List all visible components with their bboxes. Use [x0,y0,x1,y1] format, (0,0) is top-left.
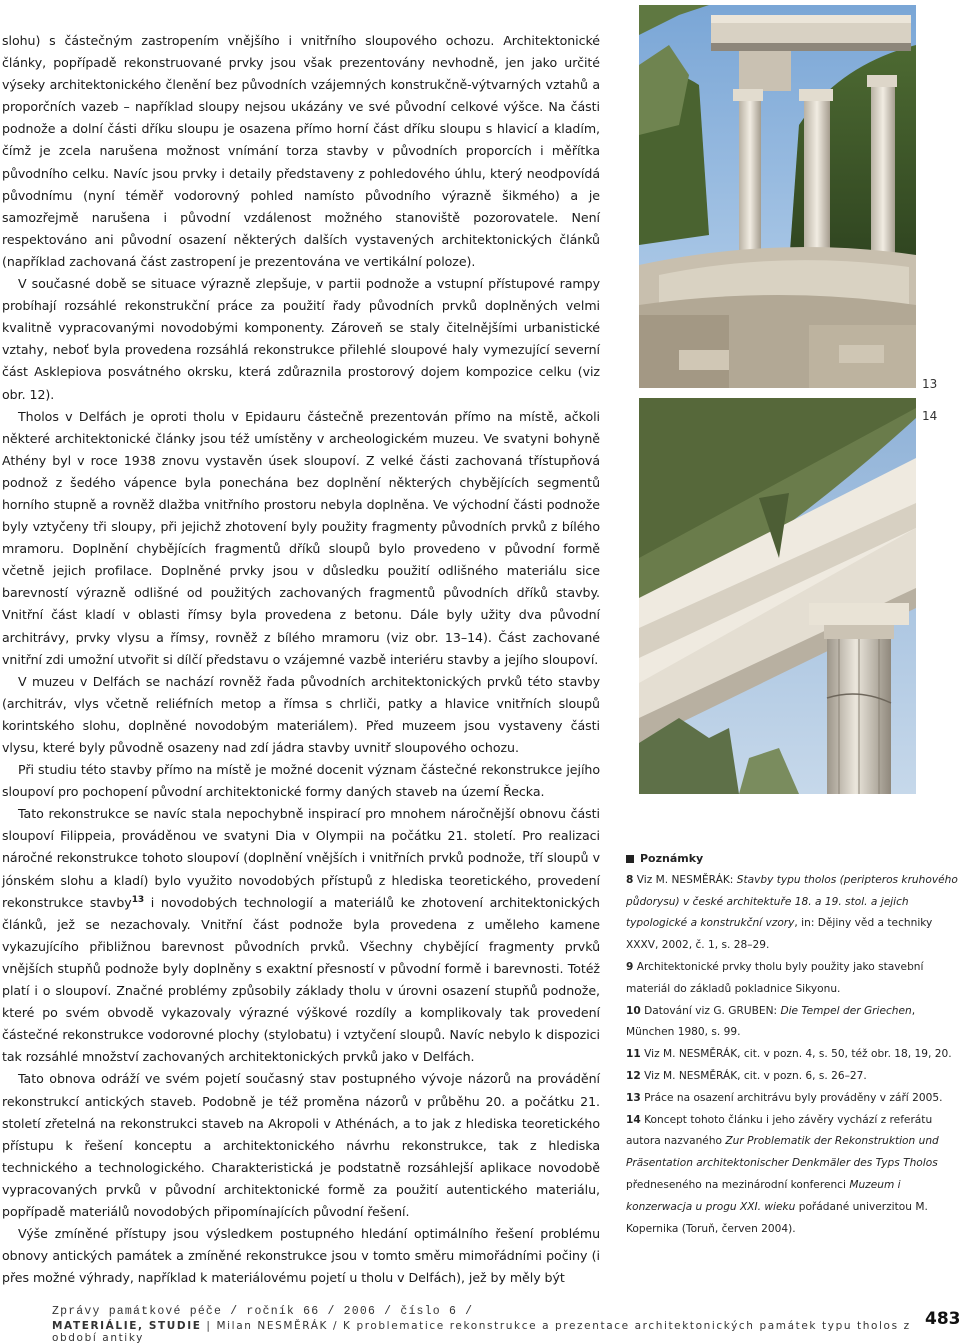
footnote-number: 11 [626,1048,641,1061]
footnote-title: Die Tempel der Griechen [780,1004,912,1017]
photo-column-capital-detail [639,398,916,794]
photo-tholos-delphi-columns [639,5,916,388]
section-name: MATERIÁLIE, STUDIE [52,1320,202,1332]
footnote-number: 8 [626,873,634,886]
paragraph-7: Tato obnova odráží ve svém pojetí současný stav postupného vývoje názorů na provádění rekonstrukcí antických staveb. Podobně je též proměna názorů v průběhu 20. a počátku 21. století zřetelná na rekonstrukci staveb na Akropoli v Athénách, a to jak z hlediska teoretického přístupu k řešení konceptu a architektonického návrhu rekonstrukce, tak z hlediska technického a technologického. Charakteristická je podstatně rozsáhlejší aplikace novodobě vypracovaných prvků v původní architektonické formě za použití autentického materiálu, popřípadě materiálů novodobých připomínajících původní řešení. [2,1071,600,1219]
footnote-ref-13[interactable]: 13 [131,894,145,905]
figure-13-label: 13 [922,377,938,391]
footnote-text: Datování viz G. GRUBEN: [644,1004,781,1017]
footnote-text: předneseného na mezinárodní konferenci [626,1178,850,1191]
article-body [2,30,600,1289]
footnote-text: Architektonické prvky tholu byly použity jako stavební materiál do základů pokladnice Sikyonu. [626,960,924,995]
running-footer [52,1320,922,1344]
paragraph-6-continuation: i novodobých technologií a materiálů ke zhotovení architektonických článků, jež se nezachovaly. Vnitřní část podnože byla provedena z uměleho kamene vykazujícího přibližnou barevnost původních prvků. Všechny chybějící fragmenty prvků vnějších stupňů podnože byly doplněny s exaktní přesností v původní formě i barevnosti. Totéž platí i o sloupoví. Značné problémy způsobily základy tholu v úrovni osazení stupňů podnože, které po svém obvodě vykazovaly výrazné výškové rozdíly a komplikovaly tak provedení částečné rekonstrukce vodorovné plochy (stylobatu) i vztyčení sloupů. Navíc nebylo k dispozici tak rozsáhlé množství zachovaných architektonických prvků jako v Delfách. [2,894,600,1065]
footnote-number: 9 [626,960,634,973]
footnote-12 [626,1066,958,1088]
footnote-8 [626,870,958,957]
paragraph-2: V současné době se situace výrazně zlepšuje, v partii podnože a vstupní přístupové rampy probíhají rozsáhlé rekonstrukční práce za použití řady původních prvků doplněných velmi kvalitně vypracovanými novodobými komponenty. Zároveň se staly čitelnějšími urbanistické vztahy, neboť byla provedena rozsáhlá rekonstrukce přilehlé sloupové haly vymezující severní část Asklepiova posvátného okrsku, která zdůraznila prostorový dojem kompozice celku (viz obr. 12). [2,276,600,402]
footnote-number: 14 [626,1113,641,1126]
footnote-title: Zur Problematik der Rekonstruktion und Präsentation architektonischer Denkmäler des Typs Tholos [626,1135,939,1170]
paragraph-6 [2,803,600,1068]
footnotes-heading [626,848,958,870]
footnote-10 [626,1001,958,1045]
figure-14-label: 14 [922,409,938,423]
footnote-14 [626,1110,958,1241]
footnote-text: , München 1980, s. 99. [626,1004,916,1039]
photo-13-image [639,5,916,388]
footnotes [626,848,958,1240]
footnote-text: pořádané univerzitou M. Kopernika (Toruň, červen 2004). [626,1200,928,1235]
paragraph-5: Při studiu této stavby přímo na místě je možné docenit význam částečné rekonstrukce jejího sloupoví pro pochopení původní architektonické formy daných staveb na území Řecka. [2,762,600,800]
footnote-text: , in: Dějiny věd a techniky XXXV, 2002, č. 1, s. 28–29. [626,917,933,952]
journal-info: Zprávy památkové péče / ročník 66 / 2006 / číslo 6 / [52,1305,474,1318]
paragraph-1: slohu) s částečným zastropením vnějšího i vnitřního sloupového ochozu. Architektonické články, popřípadě rekonstruované prvky jsou však prezentovány nevhodně, jen jako určité výseky architektonického členění bez původních vzájemných konstrukčně-výtvarných vztahů a proporčních vazeb – například sloupy nejsou ukázány ve své původní celkové výšce. Na části podnože a dolní části dříku sloupu je osazena přímo horní část dříku sloupu s hlavicí a kladím, čímž je zcela narušena možnost vnímání torza stavby v původních proporcích i měřítka původního celku. Navíc jsou prvky i detaily představeny z pohledového úhlu, který neodpovídá původnímu (nyní téměř vodorovný pohled namísto původního výrazně šikmého) a je samozřejmě narušena i původní vzdálenost možného stanoviště pozorovatele. Není respektováno ani původní osazení některých dalších vystavených architektonických článků (například zachovaná část zastropení je prezentována ve vertikální poloze). [2,33,600,269]
footnote-text: Práce na osazení architrávu byly prováděny v září 2005. [644,1091,943,1104]
footnote-text: Viz M. NESMĚRÁK, cit. v pozn. 4, s. 50, též obr. 18, 19, 20. [644,1048,952,1061]
footnote-text: Viz M. NESMĚRÁK, cit. v pozn. 6, s. 26–27. [644,1069,867,1082]
footnote-text: Koncept tohoto článku i jeho závěry vychází z referátu autora nazvaného [626,1113,933,1148]
bullet-square-icon [626,855,634,863]
paragraph-8: Výše zmíněné přístupy jsou výsledkem postupného hledání optimálního řešení problému obnovy antických památek a zmíněné rekonstrukce jsou v tomto směru mimořádními počiny (i přes možné výhrady, například k materiálovému pojetí u tholu v Delfách), jež by měly být [2,1226,600,1286]
footnote-13 [626,1088,958,1110]
paragraph-4: V muzeu v Delfách se nachází rovněž řada původních architektonických prvků této stavby (architráv, vlys včetně reliéfních metop a římsa s chrliči, patky a hlavice vnitřních sloupů korintského slohu, doplněné novodobým materiálem). Před muzeem jsou vystaveny části vlysu, které byly původně osazeny nad zdí jádra stavby uvnitř sloupového ochozu. [2,673,600,755]
footnote-title: Stavby typu tholos (peripteros kruhového půdorysu) v české architektuře 18. a 19. stol. a jejich typologické a konstrukční vzory [626,873,958,930]
page-number: 483 [925,1309,960,1329]
paragraph-3: Tholos v Delfách je oproti tholu v Epidauru částečně prezentován přímo na místě, ačkoli některé architektonické články jsou též umístěny v archeologickém muzeu. Ve svatyni bohyně Athény byl v roce 1938 znovu vystavěn úsek sloupoví. Z velké části zachovaná třístupňová podnož z šedého vápence byla ponechána bez doplnění některých chybějících segmentů horního stupně a rovněž dlažba vnitřního prostoru nebyla doplněna. Ve východní části podnože byly vztyčeny tři sloupy, při jejichž zhotovení byly použity fragmenty původních prvků z bílého mramoru. Doplnění chybějících fragmentů dříků sloupů bylo provedeno v původní formě včetně jejich profilace. Doplněné prvky jsou v důsledku použití odlišného materiálu sice barevností výrazně odlišné od použitých zachovaných fragmentů původních dříků stavby. Vnitřní část kladí v oblasti římsy byla provedena z betonu. Dále byly užity dva původní architrávy, prvky vlysu a římsy, rovněž z bílého mramoru (viz obr. 13–14). Část zachované vnitřní zdi umožní utvořit si dílčí představu o vzájemné vazbě interiéru stavby a jejího sloupoví. [2,408,600,667]
footnote-9 [626,957,958,1001]
paragraph-6-text: Tato rekonstrukce se navíc stala nepochybně inspirací pro mnohem náročnější obnovu části sloupoví Filippeia, prováděnou ve svatyni Dia v Olympii na počátku 21. století. Pro realizaci náročné rekonstrukce tohoto sloupoví (doplnění vnějších i vnitřních prvků podnože, tří sloupů v jónském slohu a kladí) bylo využito novodobých přístupů z hlediska teoretického, provedení rekonstrukce stavby [2,806,600,910]
footnote-number: 12 [626,1069,641,1082]
footnote-number: 10 [626,1004,641,1017]
footnote-11 [626,1044,958,1066]
footnotes-heading-text: Poznámky [640,852,704,865]
footnote-title: Muzeum i konzerwacja u progu XXI. wieku [626,1178,901,1213]
footnote-number: 13 [626,1091,641,1104]
article-title-footer: | Milan NESMĚRÁK / K problematice rekonstrukce a prezentace architektonických památek typu tholos z období antiky [52,1320,911,1344]
footnote-text: Viz M. NESMĚRÁK: [636,873,737,886]
photo-14-image [639,398,916,794]
